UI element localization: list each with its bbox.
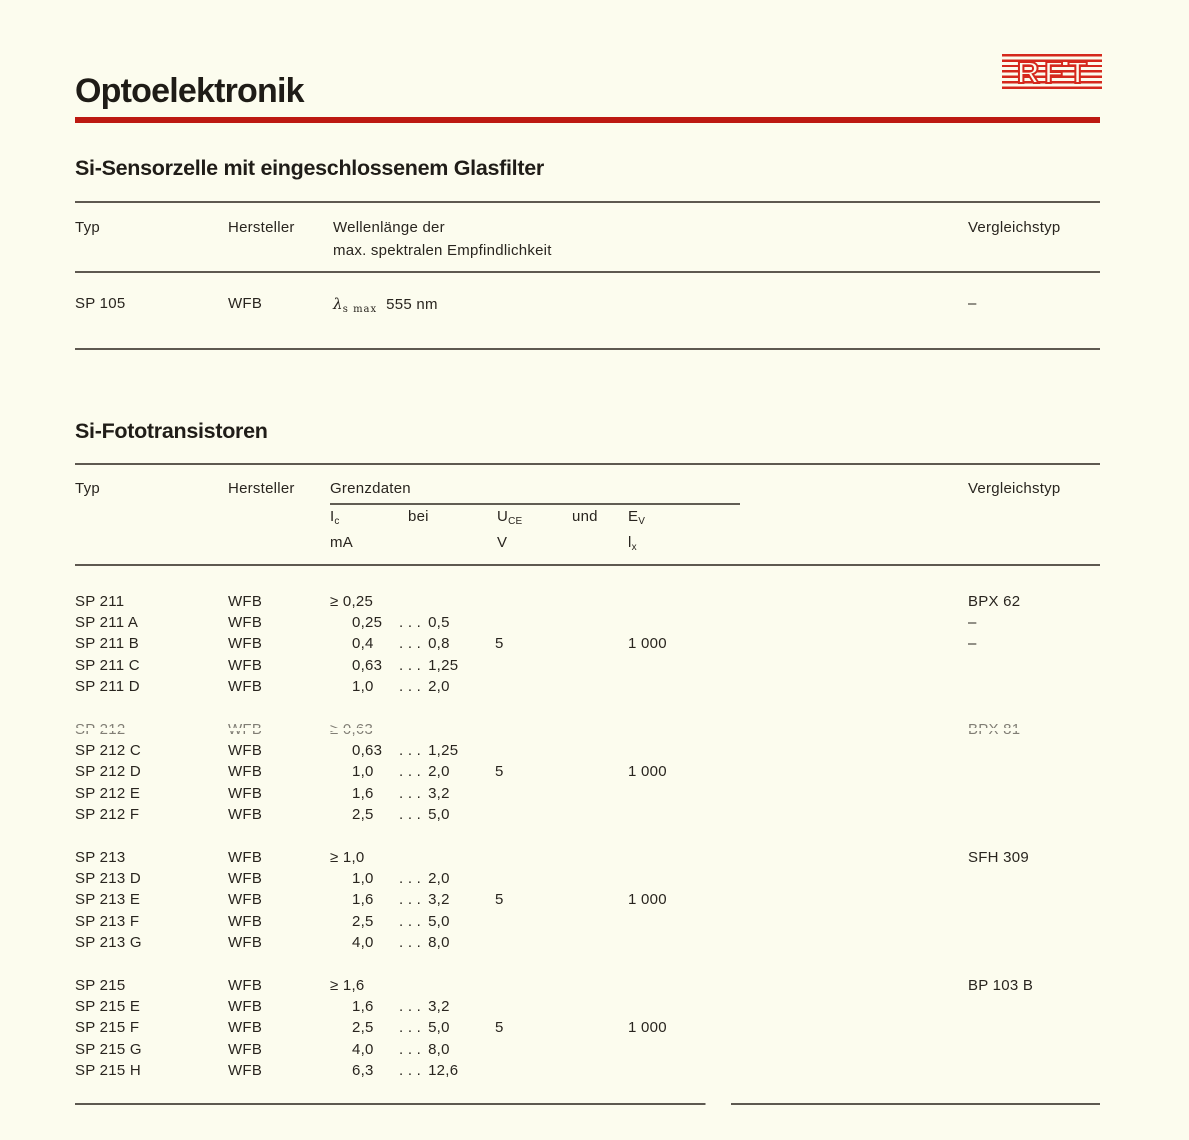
uce-cell [495, 1060, 628, 1081]
uce-cell [495, 612, 628, 633]
page-title: Optoelektronik [75, 72, 304, 110]
table2-header-rule [75, 564, 1100, 566]
section-heading-fototransistoren: Si-Fototransistoren [75, 419, 268, 443]
sensorzelle-table [75, 201, 1100, 350]
uce-cell [495, 911, 628, 932]
ev-cell [628, 655, 968, 676]
ic-cell: 1,0 . . . 2,0 [352, 763, 450, 781]
subcol-bei [408, 506, 497, 559]
sp213-block [75, 847, 1100, 954]
col-header-grenzdaten: Grenzdaten [330, 480, 411, 497]
ev-cell [628, 804, 968, 825]
uce-cell [495, 975, 628, 996]
uce-cell [495, 996, 628, 1017]
ic-cell: 1,6 . . . 3,2 [352, 784, 450, 802]
hersteller-cell: WFB [228, 998, 263, 1015]
ev-cell [628, 847, 968, 868]
typ-cell: SP 215 F [75, 1019, 140, 1037]
uce-cell [495, 868, 628, 889]
ev-cell [628, 868, 968, 889]
hersteller-cell: WFB [228, 656, 263, 674]
hersteller-cell: WFB [228, 613, 263, 631]
hersteller-cell: WFB [228, 934, 263, 952]
hersteller-cell: WFB [228, 806, 263, 824]
ev-cell: 1 000 [628, 891, 667, 909]
section-heading-sensorzelle: Si-Sensorzelle mit eingeschlossenem Glasfilter [75, 156, 544, 180]
table-row [75, 1017, 1100, 1038]
lx-unit: $l_x$ [628, 534, 637, 553]
sp215-block [75, 975, 1100, 1082]
uce-cell [495, 655, 628, 676]
table-row [75, 612, 1100, 633]
ic-symbol: $I_c$ [330, 507, 340, 527]
vergleichstyp-cell: BP 103 B [968, 976, 1034, 994]
uce-cell [495, 804, 628, 825]
rft-logo-text: RFT [1016, 55, 1093, 90]
hersteller-cell: WFB [228, 1062, 263, 1080]
uce-cell: 5 [495, 1019, 504, 1037]
hersteller-cell: WFB [228, 976, 263, 994]
ev-symbol: $E_V$ [628, 507, 646, 527]
col-header-vergleichstyp: Vergleichstyp [968, 480, 1061, 497]
ic-cell: 0,63 . . . 1,25 [352, 656, 459, 674]
vergleichstyp-cell [968, 868, 1100, 889]
ev-cell [628, 975, 968, 996]
table-row [75, 676, 1100, 697]
typ-cell: SP 211 C [75, 656, 140, 674]
ev-cell [628, 591, 968, 612]
vergleichstyp-cell [968, 676, 1100, 697]
vergleichstyp-cell [968, 783, 1100, 804]
vergleichstyp-cell [968, 1017, 1100, 1038]
und-label: und [572, 507, 598, 525]
table-row [75, 889, 1100, 910]
ev-cell: 1 000 [628, 763, 667, 781]
hersteller-cell: WFB [228, 295, 263, 312]
col-header-vergleichstyp: Vergleichstyp [968, 219, 1061, 236]
bei-label: bei [408, 507, 429, 525]
hersteller-cell: WFB [228, 912, 263, 930]
typ-cell: SP 211 D [75, 678, 140, 696]
ic-cell: 0,4 . . . 0,8 [352, 635, 450, 653]
ev-cell [628, 676, 968, 697]
table-row [75, 761, 1100, 782]
subcol-ev [628, 506, 1100, 559]
hersteller-cell: WFB [228, 869, 263, 887]
typ-cell: SP 213 G [75, 934, 142, 952]
wellenlaenge-cell [333, 293, 968, 321]
table-row [75, 719, 1100, 740]
uce-cell [495, 847, 628, 868]
typ-cell: SP 213 F [75, 912, 140, 930]
ic-cell: ≥ 1,6 [330, 976, 365, 994]
ic-cell: 1,6 . . . 3,2 [352, 998, 450, 1015]
ic-cell: ≥ 0,25 [330, 592, 374, 610]
typ-cell: SP 211 [75, 592, 125, 610]
ic-cell: ≥ 0,63 [330, 720, 374, 738]
table2-header-row [75, 465, 1100, 500]
hersteller-cell: WFB [228, 1040, 263, 1058]
col-header-wellenlaenge [333, 216, 968, 262]
typ-cell: SP 212 D [75, 763, 141, 781]
table-row [75, 996, 1100, 1017]
red-title-rule [75, 117, 1100, 123]
ic-cell: 0,25 . . . 0,5 [352, 613, 450, 631]
vergleichstyp-cell [968, 740, 1100, 761]
ic-unit: mA [330, 534, 353, 551]
uce-cell [495, 1039, 628, 1060]
uce-symbol: $U_{CE}$ [497, 507, 523, 527]
grenzdaten-underline [330, 503, 740, 505]
subcol-ic [330, 506, 408, 559]
ev-cell [628, 740, 968, 761]
vergleichstyp-cell: – [968, 295, 977, 312]
ev-cell [628, 932, 968, 953]
vergleichstyp-cell [968, 996, 1100, 1017]
typ-cell: SP 213 E [75, 891, 141, 909]
table-row [75, 273, 1100, 321]
table1-bottom-rule [75, 348, 1100, 350]
vergleichstyp-cell [968, 1039, 1100, 1060]
table2-body [75, 591, 1100, 1082]
hersteller-cell: WFB [228, 635, 263, 653]
sp211-block [75, 591, 1100, 698]
wavelength-value: 555 nm [386, 296, 438, 313]
vergleichstyp-cell [968, 889, 1100, 910]
vergleichstyp-cell [968, 1060, 1100, 1081]
table-row [75, 975, 1100, 996]
table-row [75, 847, 1100, 868]
uce-cell: 5 [495, 891, 504, 909]
vergleichstyp-cell [968, 761, 1100, 782]
uce-cell [495, 591, 628, 612]
ic-cell: 6,3 . . . 12,6 [352, 1062, 459, 1080]
page-bottom-rule [75, 1103, 1100, 1105]
col-header-typ: Typ [75, 219, 100, 236]
typ-cell: SP 215 G [75, 1040, 142, 1058]
table-row [75, 655, 1100, 676]
uce-cell: 5 [495, 763, 504, 781]
ic-cell: 2,5 . . . 5,0 [352, 806, 450, 824]
ic-cell: 1,6 . . . 3,2 [352, 891, 450, 909]
vergleichstyp-cell [968, 932, 1100, 953]
typ-cell: SP 212 F [75, 806, 140, 824]
typ-cell: SP 213 D [75, 869, 141, 887]
ev-cell [628, 1060, 968, 1081]
uce-cell [495, 932, 628, 953]
hersteller-cell: WFB [228, 848, 263, 866]
typ-cell: SP 213 [75, 848, 126, 866]
table-row [75, 932, 1100, 953]
subcol-uce [497, 506, 572, 559]
ic-cell: 0,63 . . . 1,25 [352, 741, 459, 759]
hersteller-cell: WFB [228, 741, 263, 759]
vergleichstyp-cell [968, 655, 1100, 676]
ev-cell [628, 996, 968, 1017]
ic-cell: ≥ 1,0 [330, 848, 365, 866]
wellenlaenge-line2: max. spektralen Empfindlichkeit [333, 242, 552, 259]
vergleichstyp-cell [968, 911, 1100, 932]
vergleichstyp-cell: BPX 62 [968, 592, 1021, 610]
typ-cell: SP 105 [75, 295, 126, 312]
ev-cell [628, 1039, 968, 1060]
lambda-subscript: s max [342, 304, 378, 315]
ev-cell: 1 000 [628, 1019, 667, 1037]
typ-cell: SP 212 C [75, 741, 141, 759]
col-header-hersteller: Hersteller [228, 480, 295, 497]
ic-cell: 4,0 . . . 8,0 [352, 1040, 450, 1058]
vergleichstyp-cell: SFH 309 [968, 848, 1029, 866]
table-row [75, 804, 1100, 825]
col-header-hersteller: Hersteller [228, 219, 295, 236]
uce-cell [495, 719, 628, 740]
uce-cell [495, 740, 628, 761]
vergleichstyp-cell: – [968, 613, 977, 631]
ev-cell [628, 612, 968, 633]
table-row [75, 740, 1100, 761]
sp212-block [75, 719, 1100, 826]
uce-unit: V [497, 534, 508, 551]
table-row [75, 911, 1100, 932]
table-row [75, 783, 1100, 804]
ic-cell: 1,0 . . . 2,0 [352, 869, 450, 887]
vergleichstyp-cell [968, 804, 1100, 825]
typ-cell: SP 211 A [75, 613, 139, 631]
typ-cell: SP 212 [75, 720, 126, 738]
table-row [75, 868, 1100, 889]
table-row [75, 1060, 1100, 1081]
uce-cell [495, 783, 628, 804]
typ-cell: SP 215 [75, 976, 126, 994]
rft-logo [1002, 54, 1102, 92]
ic-cell: 1,0 . . . 2,0 [352, 678, 450, 696]
uce-cell: 5 [495, 635, 504, 653]
uce-cell [495, 676, 628, 697]
hersteller-cell: WFB [228, 678, 263, 696]
typ-cell: SP 215 E [75, 998, 141, 1015]
ev-cell [628, 783, 968, 804]
hersteller-cell: WFB [228, 720, 263, 738]
table-row [75, 591, 1100, 612]
table-row [75, 633, 1100, 654]
wellenlaenge-line1: Wellenlänge der [333, 219, 445, 236]
subcol-und [572, 506, 628, 559]
hersteller-cell: WFB [228, 784, 263, 802]
ic-cell: 2,5 . . . 5,0 [352, 1019, 450, 1037]
table2-subheader-row [330, 506, 1100, 559]
typ-cell: SP 215 H [75, 1062, 141, 1080]
ev-cell [628, 719, 968, 740]
vergleichstyp-cell: – [968, 635, 977, 653]
col-header-typ: Typ [75, 480, 100, 497]
hersteller-cell: WFB [228, 1019, 263, 1037]
hersteller-cell: WFB [228, 891, 263, 909]
ev-cell [628, 911, 968, 932]
typ-cell: SP 212 E [75, 784, 141, 802]
table1-header-row [75, 203, 1100, 262]
ev-cell: 1 000 [628, 635, 667, 653]
hersteller-cell: WFB [228, 592, 263, 610]
table-row [75, 1039, 1100, 1060]
lambda-symbol: λ [333, 295, 343, 313]
ic-cell: 2,5 . . . 5,0 [352, 912, 450, 930]
hersteller-cell: WFB [228, 763, 263, 781]
ic-cell: 4,0 . . . 8,0 [352, 934, 450, 952]
typ-cell: SP 211 B [75, 635, 139, 653]
fototransistoren-table [75, 463, 1100, 1103]
vergleichstyp-cell: BPX 81 [968, 720, 1021, 738]
